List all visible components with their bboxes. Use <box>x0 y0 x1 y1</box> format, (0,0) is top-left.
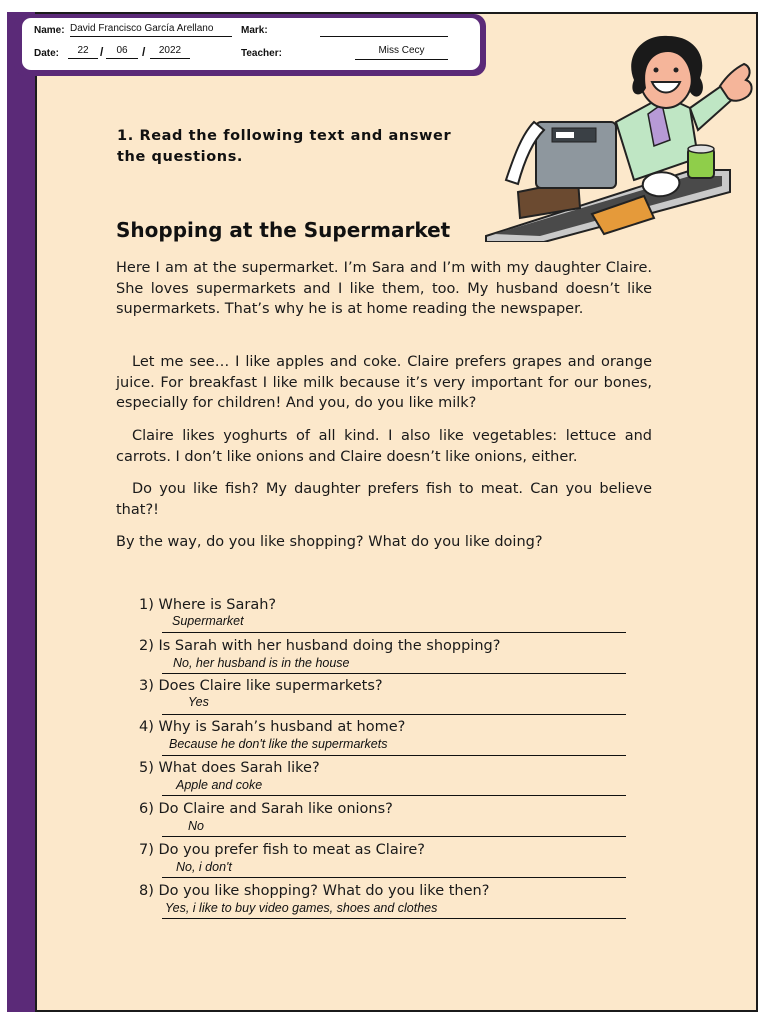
answer-line-3 <box>162 714 626 715</box>
instruction-text: 1. Read the following text and answer the questions. <box>117 128 452 165</box>
answer-5[interactable]: Apple and coke <box>176 778 263 792</box>
answer-line-4 <box>162 755 626 756</box>
reading-paragraph: Claire likes yoghurts of all kind. I also like vegetables: lettuce and carrots. I don’t like onions and Claire doesn’t like onions, either. <box>116 428 652 465</box>
reading-paragraph: By the way, do you like shopping? What do you like doing? <box>116 534 543 550</box>
question-4: 4) Why is Sarah’s husband at home? <box>139 719 406 735</box>
question-5: 5) What does Sarah like? <box>139 760 320 776</box>
answer-line-2 <box>162 673 626 674</box>
date-day: 22 <box>77 45 89 56</box>
question-6: 6) Do Claire and Sarah like onions? <box>139 801 393 817</box>
question-2: 2) Is Sarah with her husband doing the shopping? <box>139 638 501 654</box>
name-underline <box>70 36 232 37</box>
name-label: Name: <box>34 25 65 36</box>
date-day-underline <box>68 58 98 59</box>
answer-2[interactable]: No, her husband is in the house <box>173 656 350 670</box>
date-separator: / <box>142 45 146 59</box>
answer-7[interactable]: No, i don't <box>176 860 232 874</box>
answer-4[interactable]: Because he don't like the supermarkets <box>169 737 388 751</box>
teacher-label: Teacher: <box>241 48 282 59</box>
cashier-illustration <box>484 30 758 242</box>
answer-3[interactable]: Yes <box>188 695 209 709</box>
reading-paragraph: Do you like fish? My daughter prefers fish to meat. Can you believe that?! <box>116 481 652 518</box>
answer-line-1 <box>162 632 626 633</box>
answer-line-7 <box>162 877 626 878</box>
page-spine <box>7 12 37 1012</box>
answer-line-6 <box>162 836 626 837</box>
reading-paragraph: Here I am at the supermarket. I’m Sara and I’m with my daughter Claire. She loves supermarkets and I like them, too. My husband doesn’t like supermarkets. That’s why he is at home reading the newspaper. <box>116 260 652 317</box>
question-7: 7) Do you prefer fish to meat as Claire? <box>139 842 426 858</box>
date-month: 06 <box>116 45 128 56</box>
date-label: Date: <box>34 48 60 59</box>
date-year: 2022 <box>158 45 182 56</box>
answer-line-8 <box>162 918 626 919</box>
reading-title: Shopping at the Supermarket <box>116 218 451 242</box>
question-1: 1) Where is Sarah? <box>139 597 277 613</box>
teacher-underline <box>355 59 448 60</box>
question-8: 8) Do you like shopping? What do you like then? <box>139 883 490 899</box>
date-year-underline <box>150 58 190 59</box>
answer-6[interactable]: No <box>188 819 204 833</box>
date-month-underline <box>106 58 138 59</box>
question-3: 3) Does Claire like supermarkets? <box>139 678 383 694</box>
answer-8[interactable]: Yes, i like to buy video games, shoes and clothes <box>165 901 438 915</box>
date-separator: / <box>100 45 104 59</box>
answer-1[interactable]: Supermarket <box>172 614 244 628</box>
mark-field[interactable] <box>320 36 448 37</box>
mark-label: Mark: <box>241 25 268 36</box>
name-value: David Francisco García Arellano <box>70 23 214 34</box>
reading-paragraph: Let me see… I like apples and coke. Claire prefers grapes and orange juice. For breakfast I like milk because it’s very important for our bones, especially for children! And you, do you like milk? <box>116 354 652 411</box>
teacher-value: Miss Cecy <box>378 45 425 56</box>
answer-line-5 <box>162 795 626 796</box>
